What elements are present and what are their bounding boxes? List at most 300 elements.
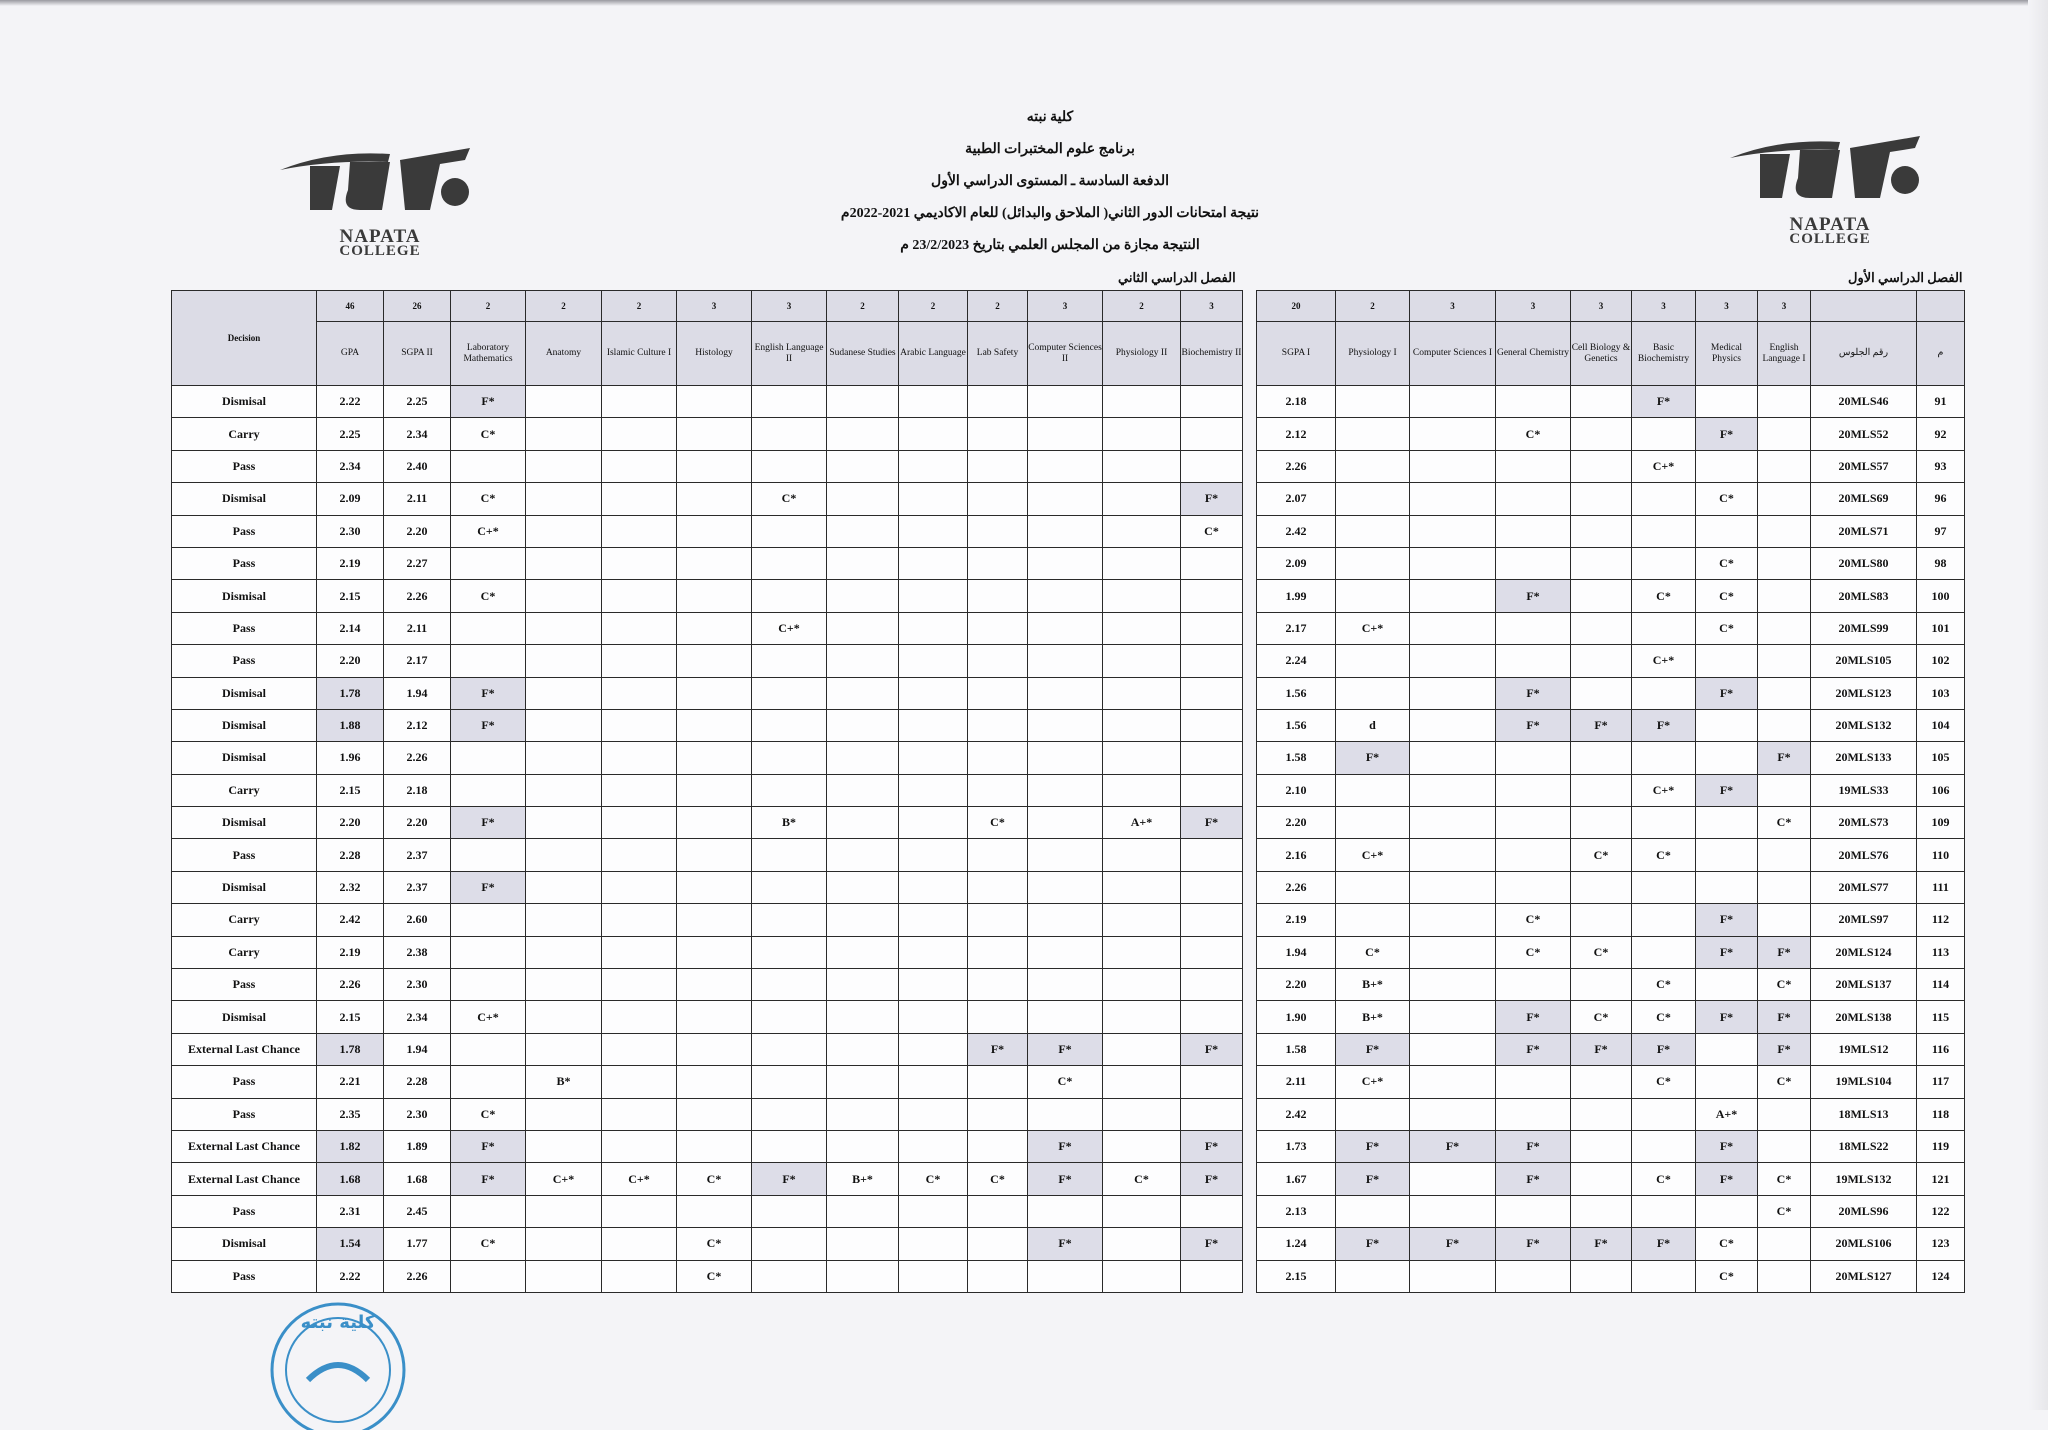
grade-cell — [526, 807, 602, 839]
subject-header: English Language I — [1758, 322, 1811, 386]
subject-header: Sudanese Studies — [827, 322, 899, 386]
gpa-cell: 2.15 — [317, 774, 384, 806]
registration-number-cell: 20MLS105 — [1811, 645, 1917, 677]
grade-cell — [1181, 677, 1243, 709]
sgpa1-cell: 2.42 — [1257, 1098, 1336, 1130]
grade-cell — [526, 1228, 602, 1260]
grade-cell — [899, 612, 968, 644]
grade-cell — [1758, 418, 1811, 450]
grade-cell — [1181, 839, 1243, 871]
table-row — [1257, 1260, 1965, 1292]
table-row — [1257, 418, 1965, 450]
grade-cell — [1181, 547, 1243, 579]
sgpa1-cell: 1.24 — [1257, 1228, 1336, 1260]
grade-cell: F* — [1696, 904, 1758, 936]
grade-cell — [1336, 645, 1410, 677]
grade-cell: F* — [1336, 1163, 1410, 1195]
sgpa1-cell: 2.26 — [1257, 450, 1336, 482]
sgpa2-cell: 2.38 — [384, 936, 451, 968]
registration-number-cell: 18MLS22 — [1811, 1130, 1917, 1162]
sgpa1-cell: 2.26 — [1257, 871, 1336, 903]
stamp-text: كلية نبته — [300, 1312, 376, 1333]
subject-header: SGPA I — [1257, 322, 1336, 386]
grade-cell — [1103, 612, 1181, 644]
registration-number-cell: 20MLS73 — [1811, 807, 1917, 839]
credit-hours-cell: 3 — [1410, 291, 1496, 322]
grade-cell — [968, 871, 1028, 903]
sgpa1-cell: 2.13 — [1257, 1195, 1336, 1227]
grade-cell — [899, 1098, 968, 1130]
grade-cell: F* — [1496, 1228, 1571, 1260]
sgpa2-cell: 1.89 — [384, 1130, 451, 1162]
serial-number-cell: 93 — [1917, 450, 1965, 482]
grade-cell — [1103, 1033, 1181, 1065]
grade-cell: C* — [1181, 515, 1243, 547]
grade-cell — [677, 450, 752, 482]
grade-cell — [827, 839, 899, 871]
grade-cell — [827, 1260, 899, 1292]
grade-cell — [1496, 1098, 1571, 1130]
credit-hours-cell: 3 — [1181, 291, 1243, 322]
sgpa1-cell: 2.20 — [1257, 969, 1336, 1001]
serial-number-cell: 111 — [1917, 871, 1965, 903]
table-row — [1257, 774, 1965, 806]
serial-number-cell: 116 — [1917, 1033, 1965, 1065]
subject-header-row — [172, 322, 1243, 386]
grade-cell — [1181, 1066, 1243, 1098]
table-row — [172, 1228, 1243, 1260]
credit-hours-cell: 2 — [1103, 291, 1181, 322]
grade-cell — [899, 677, 968, 709]
grade-cell — [827, 612, 899, 644]
grade-cell: F* — [1181, 1228, 1243, 1260]
registration-number-cell: 20MLS123 — [1811, 677, 1917, 709]
grade-cell: F* — [1571, 709, 1632, 741]
grade-cell — [1632, 1130, 1696, 1162]
table-row — [172, 1130, 1243, 1162]
grade-cell — [1410, 612, 1496, 644]
gpa-cell: 2.09 — [317, 483, 384, 515]
sgpa2-cell: 2.37 — [384, 839, 451, 871]
grade-cell: F* — [1696, 1163, 1758, 1195]
gpa-cell: 2.22 — [317, 386, 384, 418]
napata-logo-right — [1720, 128, 1940, 247]
subject-header: Medical Physics — [1696, 322, 1758, 386]
grade-cell — [526, 904, 602, 936]
scan-shadow — [0, 0, 2048, 6]
serial-number-cell: 122 — [1917, 1195, 1965, 1227]
grade-cell — [899, 904, 968, 936]
grade-cell — [1336, 774, 1410, 806]
grade-cell — [752, 547, 827, 579]
registration-number-cell: 20MLS46 — [1811, 386, 1917, 418]
grade-cell: F* — [1571, 1228, 1632, 1260]
sgpa1-cell: 1.58 — [1257, 742, 1336, 774]
grade-cell — [1028, 515, 1103, 547]
grade-cell — [602, 580, 677, 612]
registration-number-cell: 20MLS97 — [1811, 904, 1917, 936]
grade-cell — [1696, 709, 1758, 741]
grade-cell — [1410, 1066, 1496, 1098]
decision-cell: Pass — [172, 515, 317, 547]
grade-cell — [1758, 774, 1811, 806]
credit-hours-cell — [1811, 291, 1917, 322]
grade-cell: C* — [1103, 1163, 1181, 1195]
table-row — [1257, 677, 1965, 709]
grade-cell: C* — [1496, 904, 1571, 936]
grade-cell — [1028, 580, 1103, 612]
grade-cell — [1103, 936, 1181, 968]
table-row — [172, 936, 1243, 968]
grade-cell: C+* — [602, 1163, 677, 1195]
grade-cell: C* — [1696, 483, 1758, 515]
sgpa2-cell: 1.94 — [384, 1033, 451, 1065]
grade-cell: B* — [526, 1066, 602, 1098]
grade-cell — [1758, 645, 1811, 677]
grade-cell: F* — [1496, 580, 1571, 612]
grade-cell — [1028, 645, 1103, 677]
subject-header: General Chemistry — [1496, 322, 1571, 386]
grade-cell — [526, 969, 602, 1001]
grade-cell — [1571, 1260, 1632, 1292]
grade-cell — [602, 839, 677, 871]
grade-cell — [968, 645, 1028, 677]
gpa-cell: 1.78 — [317, 1033, 384, 1065]
grade-cell — [1103, 774, 1181, 806]
grade-cell — [1496, 450, 1571, 482]
grade-cell — [899, 450, 968, 482]
grade-cell — [1571, 645, 1632, 677]
grade-cell — [1336, 677, 1410, 709]
grade-cell — [1632, 1195, 1696, 1227]
decision-cell: External Last Chance — [172, 1130, 317, 1162]
grade-cell — [1103, 483, 1181, 515]
grade-cell: C* — [1632, 1001, 1696, 1033]
grade-cell — [451, 1066, 526, 1098]
subject-header: Biochemistry II — [1181, 322, 1243, 386]
grade-cell — [602, 1066, 677, 1098]
registration-number-cell: 20MLS99 — [1811, 612, 1917, 644]
gpa-cell: 2.15 — [317, 1001, 384, 1033]
gpa-cell: 1.78 — [317, 677, 384, 709]
grade-cell — [827, 1066, 899, 1098]
sgpa2-cell: 2.34 — [384, 418, 451, 450]
grade-cell — [968, 1066, 1028, 1098]
grade-cell — [1103, 1066, 1181, 1098]
subject-header: Cell Biology & Genetics — [1571, 322, 1632, 386]
grade-cell: C* — [1696, 547, 1758, 579]
sgpa1-cell: 2.15 — [1257, 1260, 1336, 1292]
grade-cell — [968, 677, 1028, 709]
gpa-cell: 2.25 — [317, 418, 384, 450]
grade-cell — [677, 515, 752, 547]
grade-cell — [1028, 1001, 1103, 1033]
grade-cell — [968, 709, 1028, 741]
grade-cell: F* — [451, 709, 526, 741]
grade-cell — [1028, 1260, 1103, 1292]
grade-cell — [677, 709, 752, 741]
grade-cell — [526, 1195, 602, 1227]
grade-cell: C* — [1696, 580, 1758, 612]
grade-cell — [827, 871, 899, 903]
serial-number-cell: 119 — [1917, 1130, 1965, 1162]
grade-cell — [968, 969, 1028, 1001]
registration-number-cell: 20MLS69 — [1811, 483, 1917, 515]
serial-number-cell: 114 — [1917, 969, 1965, 1001]
grade-cell: F* — [1181, 483, 1243, 515]
college-stamp-icon — [258, 1290, 418, 1430]
grade-cell — [1571, 774, 1632, 806]
grade-cell — [451, 547, 526, 579]
grade-cell — [968, 386, 1028, 418]
sgpa1-cell: 2.07 — [1257, 483, 1336, 515]
subject-header: Arabic Language — [899, 322, 968, 386]
sgpa2-cell: 2.45 — [384, 1195, 451, 1227]
grade-cell — [526, 774, 602, 806]
credit-hours-cell: 3 — [1028, 291, 1103, 322]
grade-cell: C+* — [752, 612, 827, 644]
grade-cell — [1696, 1195, 1758, 1227]
sgpa2-cell: 2.26 — [384, 742, 451, 774]
grade-cell — [1103, 515, 1181, 547]
grade-cell — [827, 774, 899, 806]
grade-cell — [1571, 418, 1632, 450]
grade-cell — [899, 871, 968, 903]
grade-cell — [752, 1098, 827, 1130]
grade-cell — [1103, 904, 1181, 936]
serial-number-cell: 110 — [1917, 839, 1965, 871]
header-program: برنامج علوم المختبرات الطبية — [965, 142, 1135, 157]
grade-cell — [1571, 450, 1632, 482]
grade-cell — [1181, 742, 1243, 774]
grade-cell — [1181, 1098, 1243, 1130]
grade-cell: C* — [1696, 1228, 1758, 1260]
grade-cell — [1336, 580, 1410, 612]
grade-cell — [1181, 904, 1243, 936]
grade-cell: F* — [1496, 1033, 1571, 1065]
grade-cell — [1571, 580, 1632, 612]
grade-cell — [752, 1033, 827, 1065]
grade-cell — [1181, 1001, 1243, 1033]
grade-cell — [1632, 418, 1696, 450]
grade-cell — [899, 1001, 968, 1033]
decision-cell: Dismisal — [172, 871, 317, 903]
registration-number-cell: 20MLS96 — [1811, 1195, 1917, 1227]
grade-cell — [602, 1260, 677, 1292]
subject-header: Basic Biochemistry — [1632, 322, 1696, 386]
sgpa1-cell: 1.56 — [1257, 709, 1336, 741]
serial-number-cell: 105 — [1917, 742, 1965, 774]
decision-cell: Pass — [172, 1098, 317, 1130]
grade-cell — [1758, 1130, 1811, 1162]
table-row — [172, 839, 1243, 871]
grade-cell — [752, 969, 827, 1001]
credit-hours-row — [1257, 291, 1965, 322]
gpa-cell: 1.88 — [317, 709, 384, 741]
sgpa1-cell: 2.20 — [1257, 807, 1336, 839]
table-row — [172, 483, 1243, 515]
grade-cell — [827, 969, 899, 1001]
grade-cell — [1758, 904, 1811, 936]
grade-cell — [899, 515, 968, 547]
grade-cell — [1336, 418, 1410, 450]
grade-cell — [827, 1130, 899, 1162]
grade-cell — [968, 1130, 1028, 1162]
grade-cell — [968, 839, 1028, 871]
grade-cell: C* — [677, 1260, 752, 1292]
grade-cell: F* — [1336, 1228, 1410, 1260]
registration-number-cell: 20MLS71 — [1811, 515, 1917, 547]
sgpa1-cell: 2.17 — [1257, 612, 1336, 644]
credit-hours-cell: 3 — [1758, 291, 1811, 322]
grade-cell — [1571, 547, 1632, 579]
grade-cell: F* — [451, 1130, 526, 1162]
registration-number-cell: 20MLS76 — [1811, 839, 1917, 871]
credit-hours-cell: 3 — [1632, 291, 1696, 322]
decision-cell: Dismisal — [172, 580, 317, 612]
registration-number-cell: 19MLS33 — [1811, 774, 1917, 806]
decision-cell: Carry — [172, 904, 317, 936]
grade-cell — [1028, 547, 1103, 579]
gpa-cell: 2.26 — [317, 969, 384, 1001]
grade-cell — [1410, 1163, 1496, 1195]
sgpa2-cell: 2.28 — [384, 1066, 451, 1098]
grade-cell — [1496, 871, 1571, 903]
gpa-cell: 2.20 — [317, 807, 384, 839]
grade-cell: C+* — [1336, 612, 1410, 644]
grade-cell — [1758, 677, 1811, 709]
grade-cell — [1103, 839, 1181, 871]
grade-cell — [602, 418, 677, 450]
decision-cell: Dismisal — [172, 709, 317, 741]
table-row — [1257, 1001, 1965, 1033]
grade-cell — [1181, 418, 1243, 450]
grade-cell — [526, 677, 602, 709]
grade-cell — [1758, 515, 1811, 547]
grade-cell — [1496, 515, 1571, 547]
registration-number-cell: 20MLS52 — [1811, 418, 1917, 450]
grade-cell — [1103, 645, 1181, 677]
grade-cell — [1336, 483, 1410, 515]
grade-cell — [526, 1260, 602, 1292]
document-header — [600, 108, 1500, 268]
grade-cell — [1696, 1066, 1758, 1098]
credit-hours-cell: 2 — [899, 291, 968, 322]
subject-header: رقم الجلوس — [1811, 322, 1917, 386]
grade-cell — [1181, 936, 1243, 968]
sgpa1-cell: 2.19 — [1257, 904, 1336, 936]
grade-cell — [602, 547, 677, 579]
grade-cell: F* — [1632, 1033, 1696, 1065]
grade-cell: F* — [451, 677, 526, 709]
grade-cell — [752, 515, 827, 547]
grade-cell — [602, 645, 677, 677]
grade-cell — [526, 612, 602, 644]
sgpa1-cell: 1.99 — [1257, 580, 1336, 612]
gpa-cell: 2.30 — [317, 515, 384, 547]
grade-cell — [677, 807, 752, 839]
grade-cell — [1028, 450, 1103, 482]
serial-number-cell: 101 — [1917, 612, 1965, 644]
grade-cell — [1181, 612, 1243, 644]
grade-cell — [1103, 1130, 1181, 1162]
credit-hours-cell: 26 — [384, 291, 451, 322]
credit-hours-cell: 3 — [677, 291, 752, 322]
sgpa1-cell: 1.58 — [1257, 1033, 1336, 1065]
grade-cell — [677, 1001, 752, 1033]
grade-cell — [752, 1066, 827, 1098]
grade-cell — [1696, 386, 1758, 418]
subject-header: Anatomy — [526, 322, 602, 386]
grade-cell — [899, 1066, 968, 1098]
grade-cell — [1571, 483, 1632, 515]
gpa-cell: 1.96 — [317, 742, 384, 774]
grade-cell: C+* — [451, 1001, 526, 1033]
grade-cell — [899, 483, 968, 515]
grade-cell — [602, 871, 677, 903]
grade-cell — [1632, 612, 1696, 644]
table-row — [1257, 450, 1965, 482]
grade-cell — [827, 936, 899, 968]
grade-cell: F* — [1696, 936, 1758, 968]
logo-line1: NAPATA — [339, 226, 421, 247]
grade-cell — [1571, 677, 1632, 709]
grade-cell — [899, 1033, 968, 1065]
table-row — [172, 1001, 1243, 1033]
grade-cell — [1410, 386, 1496, 418]
grade-cell — [1410, 871, 1496, 903]
grade-cell — [1758, 1228, 1811, 1260]
sgpa1-cell: 2.09 — [1257, 547, 1336, 579]
grade-cell — [602, 709, 677, 741]
grade-cell — [1181, 645, 1243, 677]
grade-cell — [677, 871, 752, 903]
grade-cell — [526, 1130, 602, 1162]
grade-cell — [1410, 709, 1496, 741]
grade-cell — [1758, 839, 1811, 871]
grade-cell — [899, 969, 968, 1001]
table-row — [1257, 807, 1965, 839]
serial-number-cell: 92 — [1917, 418, 1965, 450]
grade-cell — [1028, 807, 1103, 839]
table-row — [1257, 709, 1965, 741]
sgpa1-cell: 1.73 — [1257, 1130, 1336, 1162]
grade-cell — [827, 1228, 899, 1260]
grade-cell — [1571, 612, 1632, 644]
grade-cell — [1632, 483, 1696, 515]
grade-cell — [1103, 677, 1181, 709]
grade-cell — [602, 450, 677, 482]
registration-number-cell: 20MLS124 — [1811, 936, 1917, 968]
grade-cell — [1410, 904, 1496, 936]
grade-cell — [752, 839, 827, 871]
grade-cell — [968, 418, 1028, 450]
sgpa2-cell: 2.25 — [384, 386, 451, 418]
grade-cell — [526, 871, 602, 903]
sgpa2-cell: 2.60 — [384, 904, 451, 936]
registration-number-cell: 20MLS83 — [1811, 580, 1917, 612]
grade-cell — [1181, 871, 1243, 903]
gpa-cell: 2.15 — [317, 580, 384, 612]
grade-cell — [1632, 742, 1696, 774]
grade-cell: F* — [451, 1163, 526, 1195]
serial-number-cell: 123 — [1917, 1228, 1965, 1260]
grade-cell: F* — [1028, 1228, 1103, 1260]
serial-number-cell: 106 — [1917, 774, 1965, 806]
grade-cell: C* — [1571, 1001, 1632, 1033]
grade-cell — [1103, 1001, 1181, 1033]
grade-cell — [1410, 418, 1496, 450]
